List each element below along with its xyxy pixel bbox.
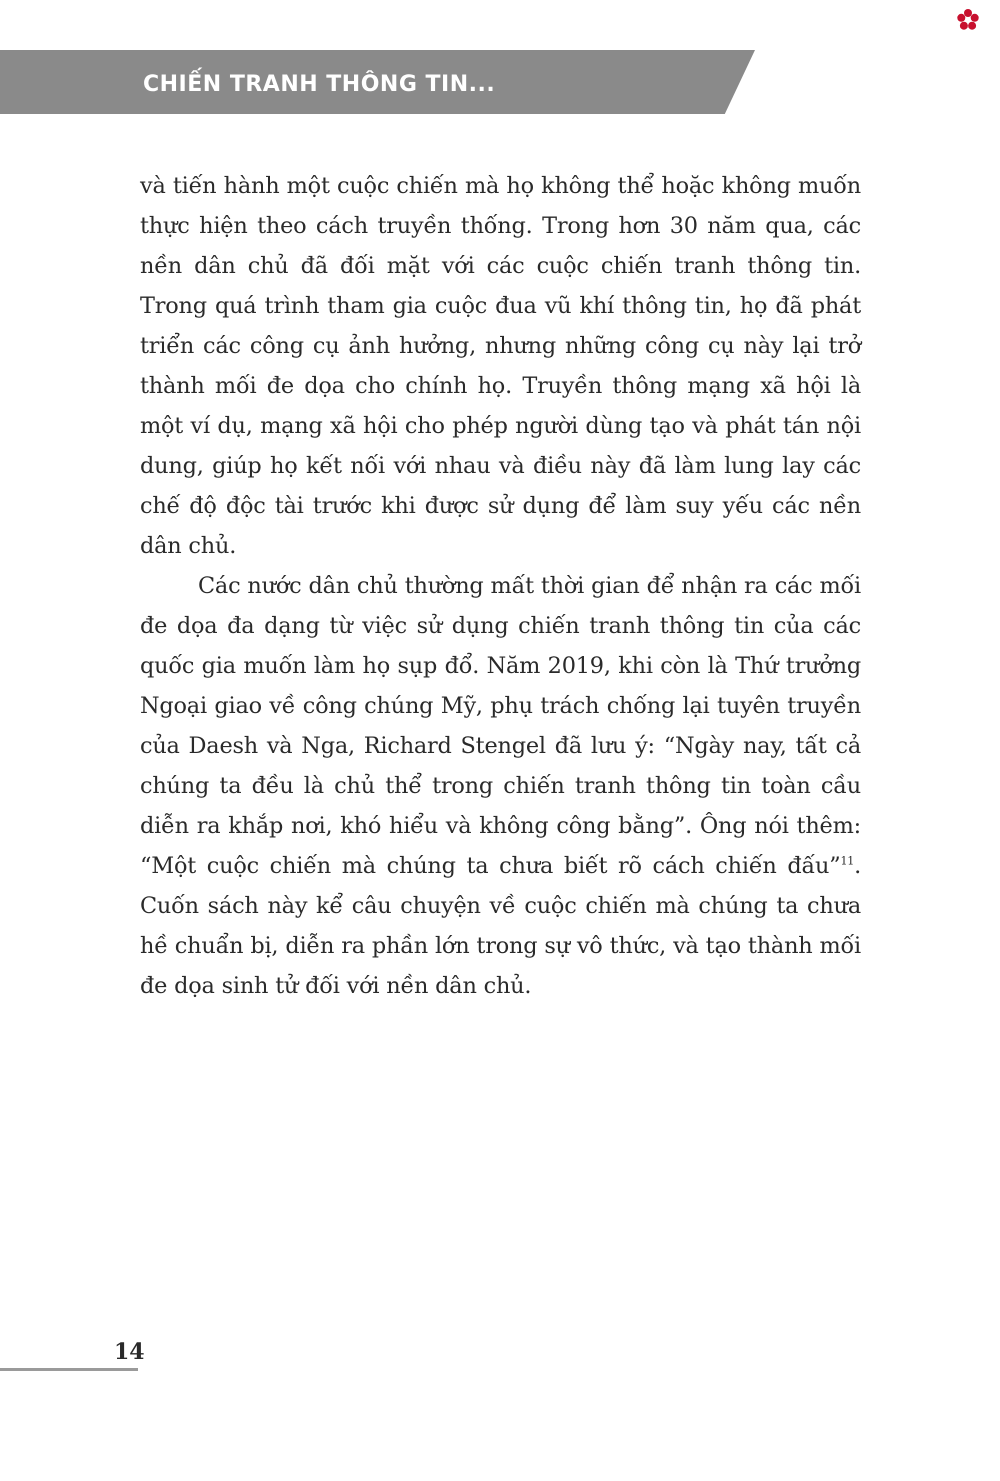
running-header-title: CHIẾN TRANH THÔNG TIN... bbox=[143, 72, 496, 97]
flower-emblem-icon bbox=[956, 8, 980, 32]
paragraph-1: và tiến hành một cuộc chiến mà họ không thể hoặc không muốn thực hiện theo cách truyền thống. Trong hơn 30 năm qua, các nền dân chủ đã đối mặt với các cuộc chiến tranh thông tin. Trong quá trình tham gia cuộc đua vũ khí thông tin, họ đã phát triển các công cụ ảnh hưởng, nhưng những công cụ này lại trở thành mối đe dọa cho chính họ. Truyền thông mạng xã hội là một ví dụ, mạng xã hội cho phép người dùng tạo và phát tán nội dung, giúp họ kết nối với nhau và điều này đã làm lung lay các chế độ độc tài trước khi được sử dụng để làm suy yếu các nền dân chủ. bbox=[140, 173, 861, 559]
page-number: 14 bbox=[114, 1339, 145, 1365]
footnote-reference: 11 bbox=[840, 854, 855, 868]
paragraph-2-text-end: . Cuốn sách này kể câu chuyện về cuộc chiến mà chúng ta chưa hề chuẩn bị, diễn ra phần lớn trong sự vô thức, và tạo thành mối đe dọa sinh tử đối với nền dân chủ. bbox=[140, 853, 861, 999]
paragraph-2 bbox=[140, 566, 861, 1006]
page-body bbox=[140, 166, 861, 1006]
paragraph-2-text-start: Các nước dân chủ thường mất thời gian để nhận ra các mối đe dọa đa dạng từ việc sử dụng chiến tranh thông tin của các quốc gia muốn làm họ sụp đổ. Năm 2019, khi còn là Thứ trưởng Ngoại giao về công chúng Mỹ, phụ trách chống lại tuyên truyền của Daesh và Nga, Richard Stengel đã lưu ý: “Ngày nay, tất cả chúng ta đều là chủ thể trong chiến tranh thông tin toàn cầu diễn ra khắp nơi, khó hiểu và không công bằng”. Ông nói thêm: “Một cuộc chiến mà chúng ta chưa biết rõ cách chiến đấu” bbox=[140, 573, 861, 879]
footer-divider bbox=[0, 1368, 138, 1371]
